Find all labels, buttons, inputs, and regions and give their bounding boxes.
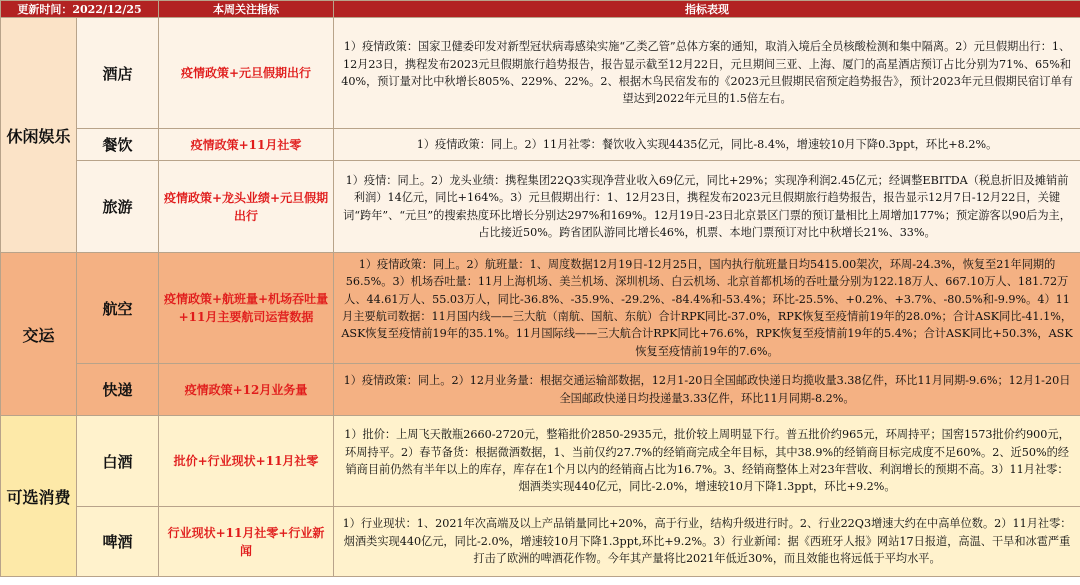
table-row	[1, 18, 1080, 129]
focus-beer: 行业现状+11月社零+行业新闻	[159, 507, 334, 577]
header-row	[1, 1, 1080, 18]
sector-aviation: 航空	[77, 253, 159, 364]
sector-hotel: 酒店	[77, 18, 159, 129]
performance-express: 1）疫情政策：同上。2）12月业务量：根据交通运输部数据，12月1-20日全国邮政快递日均揽收量3.38亿件，环比11月同期-9.6%；12月1-20日全国邮政快递日均投递量3.33亿件，环比11月同期-8.2%。	[334, 364, 1080, 416]
focus-baijiu: 批价+行业现状+11月社零	[159, 416, 334, 507]
focus-aviation: 疫情政策+航班量+机场吞吐量+11月主要航司运营数据	[159, 253, 334, 364]
sector-express: 快递	[77, 364, 159, 416]
performance-column-header: 指标表现	[334, 1, 1080, 18]
sector-baijiu: 白酒	[77, 416, 159, 507]
sector-catering: 餐饮	[77, 129, 159, 161]
table-row	[1, 416, 1080, 507]
performance-tourism: 1）疫情：同上。2）龙头业绩：携程集团22Q3实现净营业收入69亿元，同比+29%；实现净利润2.45亿元；经调整EBITDA（税息折旧及摊销前利润）14亿元，同比+164%。3）元旦假期出行：1、12月23日，携程发布2023元旦假期旅行趋势报告，报告显示12月7日-12月22日，关键词“跨年”、“元旦”的搜索热度环比增长分别达297%和169%。12月19日-23日北京景区门票的预订量相比上周增加177%；预定游客以90后为主，占比接近50%。跨省团队游同比增长46%，机票、本地门票预订对比中秋增长21%、33%。	[334, 161, 1080, 253]
performance-catering: 1）疫情政策：同上。2）11月社零：餐饮收入实现4435亿元，同比-8.4%，增速较10月下降0.3ppt，环比+8.2%。	[334, 129, 1080, 161]
table-row	[1, 364, 1080, 416]
performance-hotel: 1）疫情政策：国家卫健委印发对新型冠状病毒感染实施“乙类乙管”总体方案的通知，取消入境后全员核酸检测和集中隔离。2）元旦假期出行：1、12月23日，携程发布2023元旦假期旅行趋势报告，报告显示截至12月22日，元旦期间三亚、上海、厦门的高星酒店预订占比分别为71%、65%和40%，预订量对比中秋增长805%、229%、22%。2、根据木鸟民宿发布的《2023元旦假期民宿预定趋势报告》，预计2023年元旦假期民宿订单有望达到2022年元旦的1.5倍左右。	[334, 18, 1080, 129]
category-discretionary: 可选消费	[1, 416, 77, 577]
sector-tourism: 旅游	[77, 161, 159, 253]
performance-beer: 1）行业现状：1、2021年次高端及以上产品销量同比+20%，高于行业，结构升级进行时。2、行业22Q3增速大约在中高单位数。2）11月社零：烟酒类实现440亿元，同比-2.0%，增速较10月下降1.3ppt,环比+9.2%。3）行业新闻：据《西班牙人报》网站17日报道，高温、干旱和冰雹严重打击了欧洲的啤酒花作物。今年其产量将比2021年低近30%，而且效能也将远低于平均水平。	[334, 507, 1080, 577]
category-transport: 交运	[1, 253, 77, 416]
sector-beer: 啤酒	[77, 507, 159, 577]
focus-catering: 疫情政策+11月社零	[159, 129, 334, 161]
focus-express: 疫情政策+12月业务量	[159, 364, 334, 416]
update-time: 更新时间：2022/12/25	[1, 1, 159, 18]
focus-column-header: 本周关注指标	[159, 1, 334, 18]
focus-tourism: 疫情政策+龙头业绩+元旦假期出行	[159, 161, 334, 253]
performance-aviation: 1）疫情政策：同上。2）航班量：1、周度数据12月19日-12月25日，国内执行航班量日均5415.00架次，环周-24.3%，恢复至21年同期的56.5%。3）机场吞吐量：11月上海机场、美兰机场、深圳机场、白云机场、北京首都机场的吞吐量分别为122.18万人、667.10万人、181.72万人、44.61万人、55.03万人，同比-36.8%、-35.9%、-29.2%、-84.4%和-53.4%；环比-25.5%、+0.2%、+3.7%、-80.5%和-9.9%。4）11月主要航司数据：11月国内线——三大航（南航、国航、东航）合计RPK同比-37.0%，RPK恢复至疫情前19年的28.0%；合计ASK同比-41.1%，ASK恢复至疫情前19年的35.1%。11月国际线——三大航合计RPK同比+76.6%，RPK恢复至疫情前19年的5.4%；合计ASK同比+50.3%，ASK恢复至疫情前19年的7.6%。	[334, 253, 1080, 364]
table-row	[1, 129, 1080, 161]
table-row	[1, 253, 1080, 364]
performance-baijiu: 1）批价：上周飞天散瓶2660-2720元，整箱批价2850-2935元，批价较上周明显下行。普五批价约965元，环周持平；国窖1573批价约900元，环周持平。2）春节备货：根据微酒数据，1、当前仅约27.7%的经销商完成全年目标，其中38.9%的经销商目标完成度不足60%。2、近50%的经销商目前仍然有半年以上的库存，库存在1个月以内的经销商占比为16.7%。3、经销商整体上对23年营收、利润增长的预期不高。3）11月社零：烟酒类实现440亿元，同比-2.0%，增速较10月下降1.3ppt，环比+9.2%。	[334, 416, 1080, 507]
table-row	[1, 161, 1080, 253]
focus-hotel: 疫情政策+元旦假期出行	[159, 18, 334, 129]
category-leisure: 休闲娱乐	[1, 18, 77, 253]
table-row	[1, 507, 1080, 577]
